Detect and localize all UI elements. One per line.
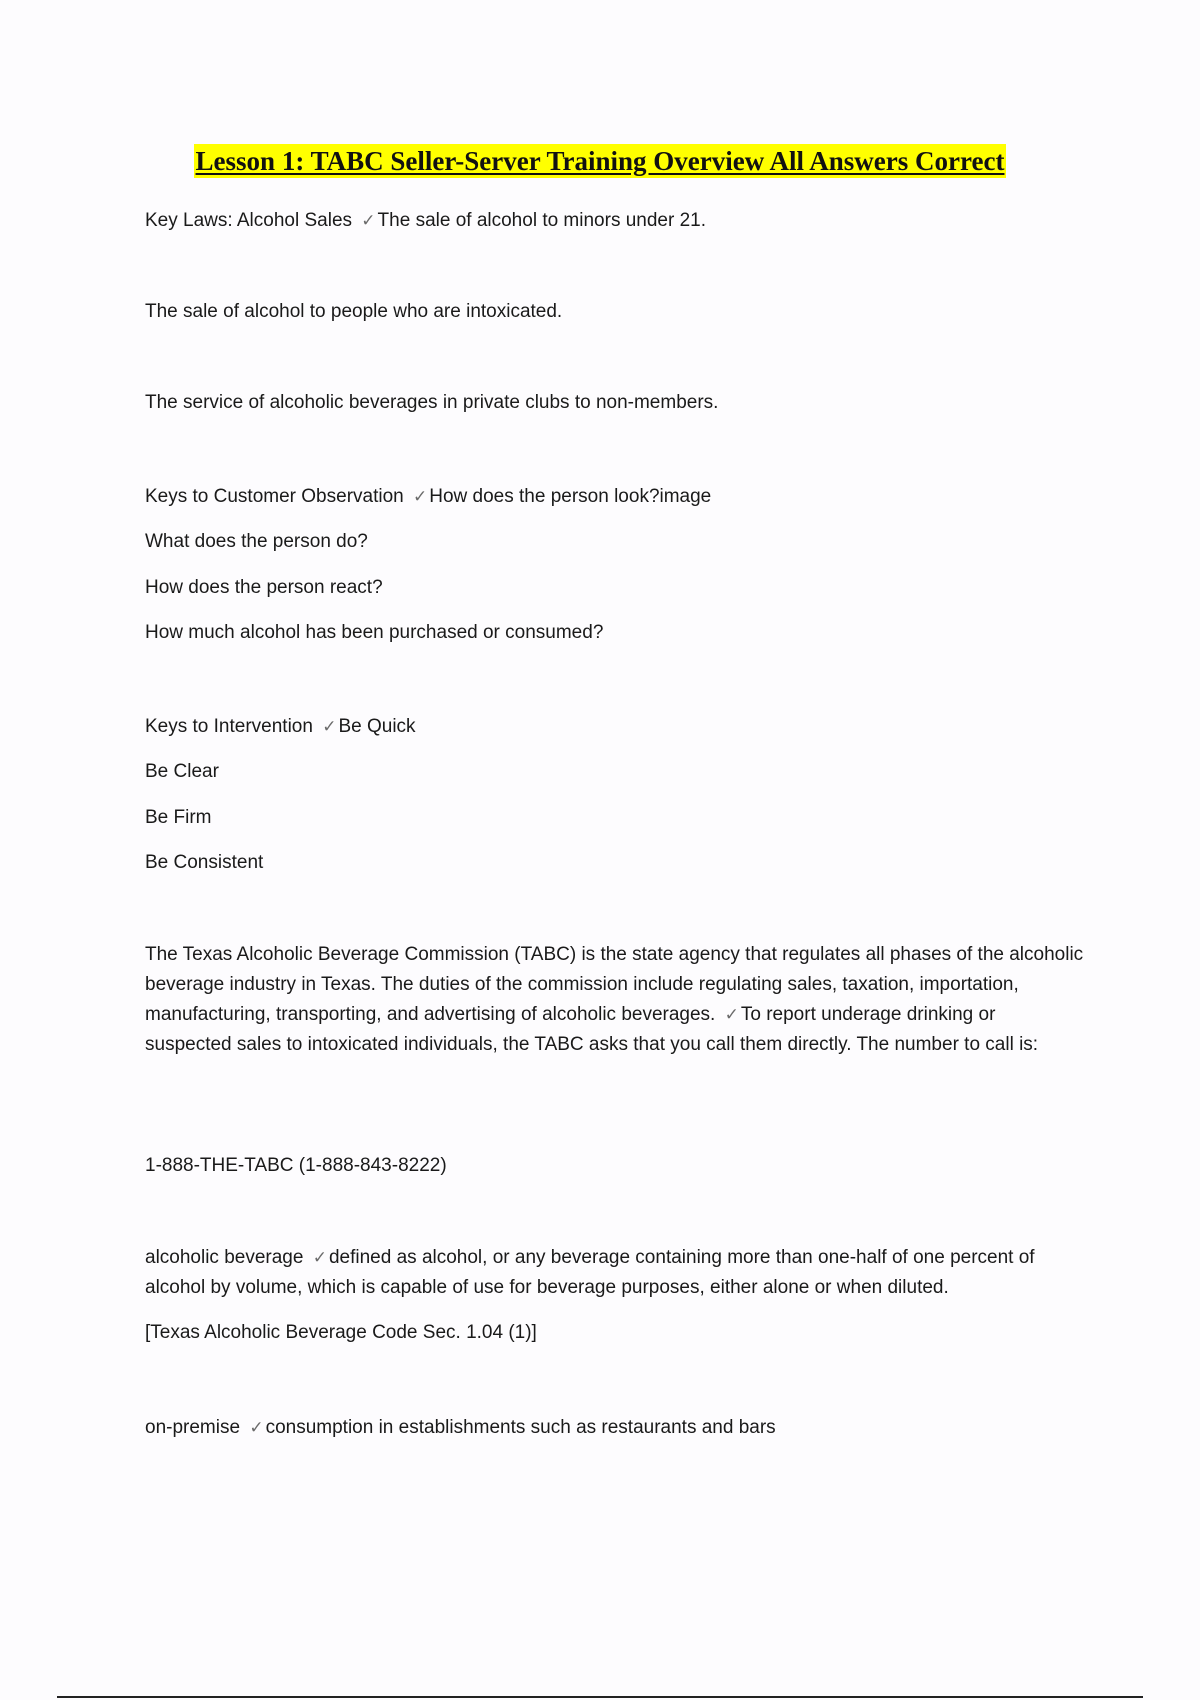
document-title: Lesson 1: TABC Seller-Server Training Overview All Answers Correct (195, 146, 1005, 176)
answer-text: defined as alcohol, or any beverage containing more than one-half of one percent of alcohol by volume, which is capable of use for beverage purposes, either alone or when diluted. (145, 1247, 1035, 1298)
question-term: Keys to Customer Observation (145, 486, 404, 507)
text-line: The sale of alcohol to people who are intoxicated. (145, 301, 563, 322)
checkmark-icon: ✓ (312, 1248, 327, 1268)
answer-text: consumption in establishments such as restaurants and bars (265, 1417, 776, 1438)
checkmark-icon: ✓ (413, 487, 428, 507)
answer-text: The sale of alcohol to minors under 21. (377, 210, 707, 231)
answer-text: How does the person look?image (429, 486, 712, 507)
qa-tabc-paragraph (145, 940, 1085, 1060)
qa-customer-observation (145, 482, 711, 512)
text-line: What does the person do? (145, 531, 368, 552)
text-line: How much alcohol has been purchased or consumed? (145, 622, 604, 643)
text-line: Be Consistent (145, 852, 264, 873)
text-line: The service of alcoholic beverages in private clubs to non-members. (145, 392, 719, 413)
checkmark-icon: ✓ (724, 1005, 739, 1025)
question-term: The Texas Alcoholic Beverage Commission (TABC) is the state agency that regulates all phases of the alcoholic beverage industry in Texas. The duties of the commission include regulating sales, taxation, importation, manufacturing, transporting, and advertising of alcoholic beverages. (145, 944, 1084, 1025)
checkmark-icon: ✓ (361, 211, 376, 231)
title-container (0, 144, 1200, 178)
qa-alcoholic-beverage (145, 1243, 1085, 1303)
phone-number-line: 1-888-THE-TABC (1-888-843-8222) (145, 1155, 447, 1176)
bottom-divider (57, 1696, 1143, 1698)
text-line: How does the person react? (145, 577, 383, 598)
qa-key-laws (145, 206, 706, 236)
question-term: alcoholic beverage (145, 1247, 304, 1268)
qa-intervention (145, 712, 416, 742)
question-term: Key Laws: Alcohol Sales (145, 210, 353, 231)
answer-text: To report underage drinking or suspected sales to intoxicated individuals, the TABC asks that you call them directly. The number to call is: (145, 1004, 1039, 1055)
answer-text: Be Quick (338, 716, 416, 737)
checkmark-icon: ✓ (249, 1418, 264, 1438)
citation-line: [Texas Alcoholic Beverage Code Sec. 1.04 (1)] (145, 1322, 537, 1343)
text-line: Be Firm (145, 807, 212, 828)
question-term: on-premise (145, 1417, 241, 1438)
checkmark-icon: ✓ (322, 717, 337, 737)
text-line: Be Clear (145, 761, 219, 782)
qa-on-premise (145, 1413, 776, 1443)
question-term: Keys to Intervention (145, 716, 313, 737)
